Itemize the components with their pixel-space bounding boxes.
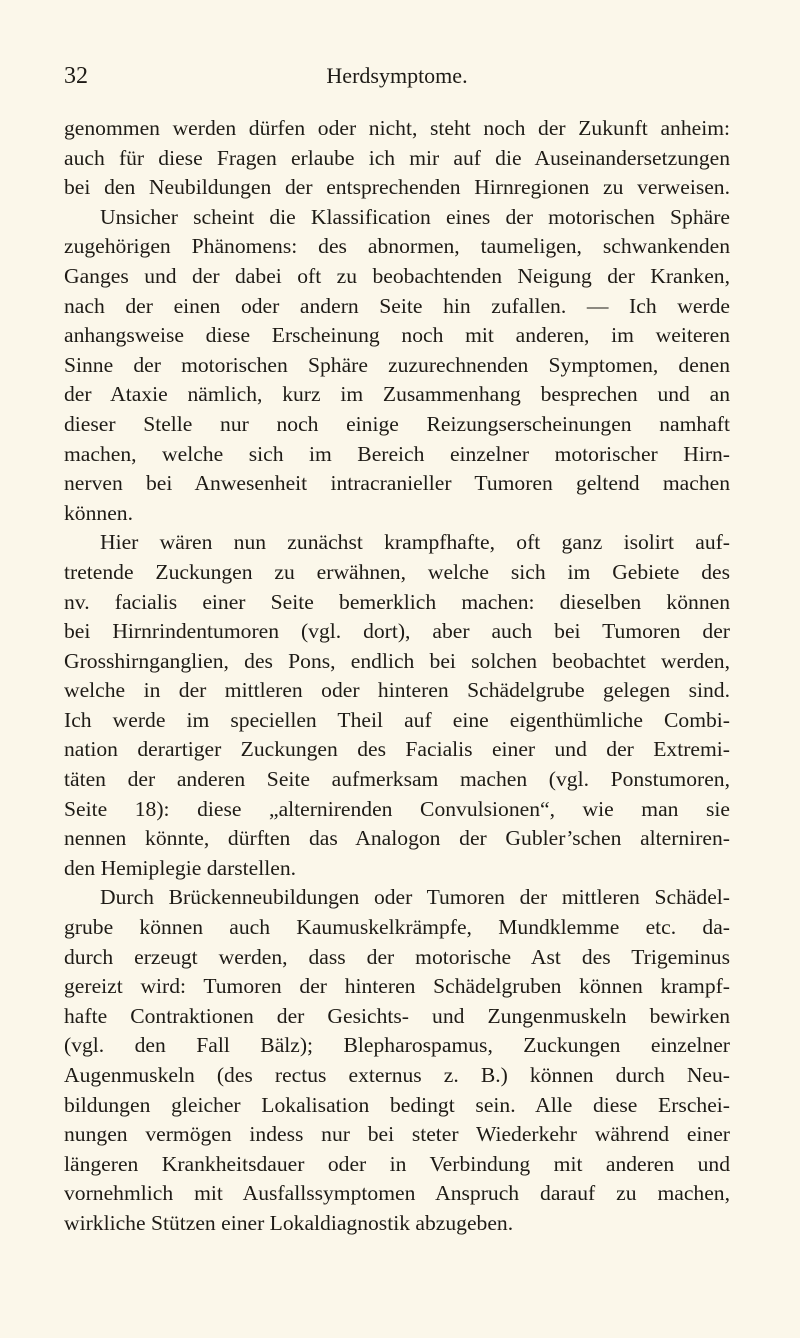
text-line: Ganges und der dabei oft zu beobachtenden Neigung der Kranken,	[64, 263, 730, 288]
text-line: vornehmlich mit Ausfallssymptomen Anspruch darauf zu machen,	[64, 1181, 730, 1206]
text-line: Seite 18): diese „alternirenden Convulsionen“, wie man sie	[64, 796, 730, 821]
text-line: bei Hirnrindentumoren (vgl. dort), aber auch bei Tumoren der	[64, 619, 730, 644]
text-line: nennen könnte, dürften das Analogon der Gubler’schen alterniren-	[64, 826, 730, 851]
text-line: dieser Stelle nur noch einige Reizungserscheinungen namhaft	[64, 411, 730, 436]
text-line: längeren Krankheitsdauer oder in Verbindung mit anderen und	[64, 1151, 730, 1176]
body-text	[64, 114, 730, 1239]
text-line: können.	[64, 500, 133, 525]
text-line: genommen werden dürfen oder nicht, steht noch der Zukunft anheim:	[64, 116, 730, 140]
text-line: Unsicher scheint die Klassification eines der motorischen Sphäre	[100, 204, 730, 229]
text-line: welche in der mittleren oder hinteren Schädelgrube gelegen sind.	[64, 678, 730, 703]
text-line: nerven bei Anwesenheit intracranieller Tumoren geltend machen	[64, 471, 730, 496]
running-head: Herdsymptome.	[326, 63, 468, 88]
text-line: durch erzeugt werden, dass der motorische Ast des Trigeminus	[64, 944, 730, 969]
text-line: gereizt wird: Tumoren der hinteren Schädelgruben können krampf-	[64, 974, 730, 999]
text-line: Hier wären nun zunächst krampfhafte, oft ganz isolirt auf-	[100, 530, 730, 555]
text-line: Ich werde im speciellen Theil auf eine eigenthümliche Combi-	[64, 707, 730, 732]
text-line: nation derartiger Zuckungen des Facialis einer und der Extremi-	[64, 737, 730, 762]
text-line: Sinne der motorischen Sphäre zuzurechnenden Symptomen, denen	[64, 352, 730, 377]
text-line: wirkliche Stützen einer Lokaldiagnostik abzugeben.	[64, 1210, 514, 1235]
text-line: tretende Zuckungen zu erwähnen, welche sich im Gebiete des	[64, 559, 730, 584]
text-line: den Hemiplegie darstellen.	[64, 855, 297, 880]
page-header	[64, 62, 730, 90]
text-line: Augenmuskeln (des rectus externus z. B.) können durch Neu-	[64, 1063, 730, 1087]
text-line: auch für diese Fragen erlaube ich mir auf die Auseinandersetzungen	[64, 145, 730, 170]
text-line: anhangsweise diese Erscheinung noch mit anderen, im weiteren	[64, 323, 730, 348]
text-line: bildungen gleicher Lokalisation bedingt sein. Alle diese Erschei-	[64, 1092, 730, 1117]
text-line: Durch Brückenneubildungen oder Tumoren der mittleren Schädel-	[100, 885, 730, 910]
text-line: nungen vermögen indess nur bei steter Wiederkehr während einer	[64, 1122, 730, 1147]
text-line: hafte Contraktionen der Gesichts- und Zungenmuskeln bewirken	[64, 1003, 730, 1028]
text-line: der Ataxie nämlich, kurz im Zusammenhang besprechen und an	[64, 382, 730, 407]
text-line: bei den Neubildungen der entsprechenden Hirnregionen zu verweisen.	[64, 175, 730, 200]
text-line: zugehörigen Phänomens: des abnormen, taumeligen, schwankenden	[64, 234, 730, 259]
text-line: (vgl. den Fall Bälz); Blepharospamus, Zuckungen einzelner	[64, 1033, 730, 1058]
text-line: nv. facialis einer Seite bemerklich machen: dieselben können	[64, 589, 730, 614]
text-line: machen, welche sich im Bereich einzelner motorischer Hirn-	[64, 441, 730, 466]
page-number: 32	[64, 63, 88, 89]
text-line: grube können auch Kaumuskelkrämpfe, Mundklemme etc. da-	[64, 915, 730, 940]
text-line: täten der anderen Seite aufmerksam machen (vgl. Ponstumoren,	[64, 767, 730, 792]
text-line: Grosshirnganglien, des Pons, endlich bei solchen beobachtet werden,	[64, 648, 730, 673]
text-line: nach der einen oder andern Seite hin zufallen. — Ich werde	[64, 293, 730, 318]
